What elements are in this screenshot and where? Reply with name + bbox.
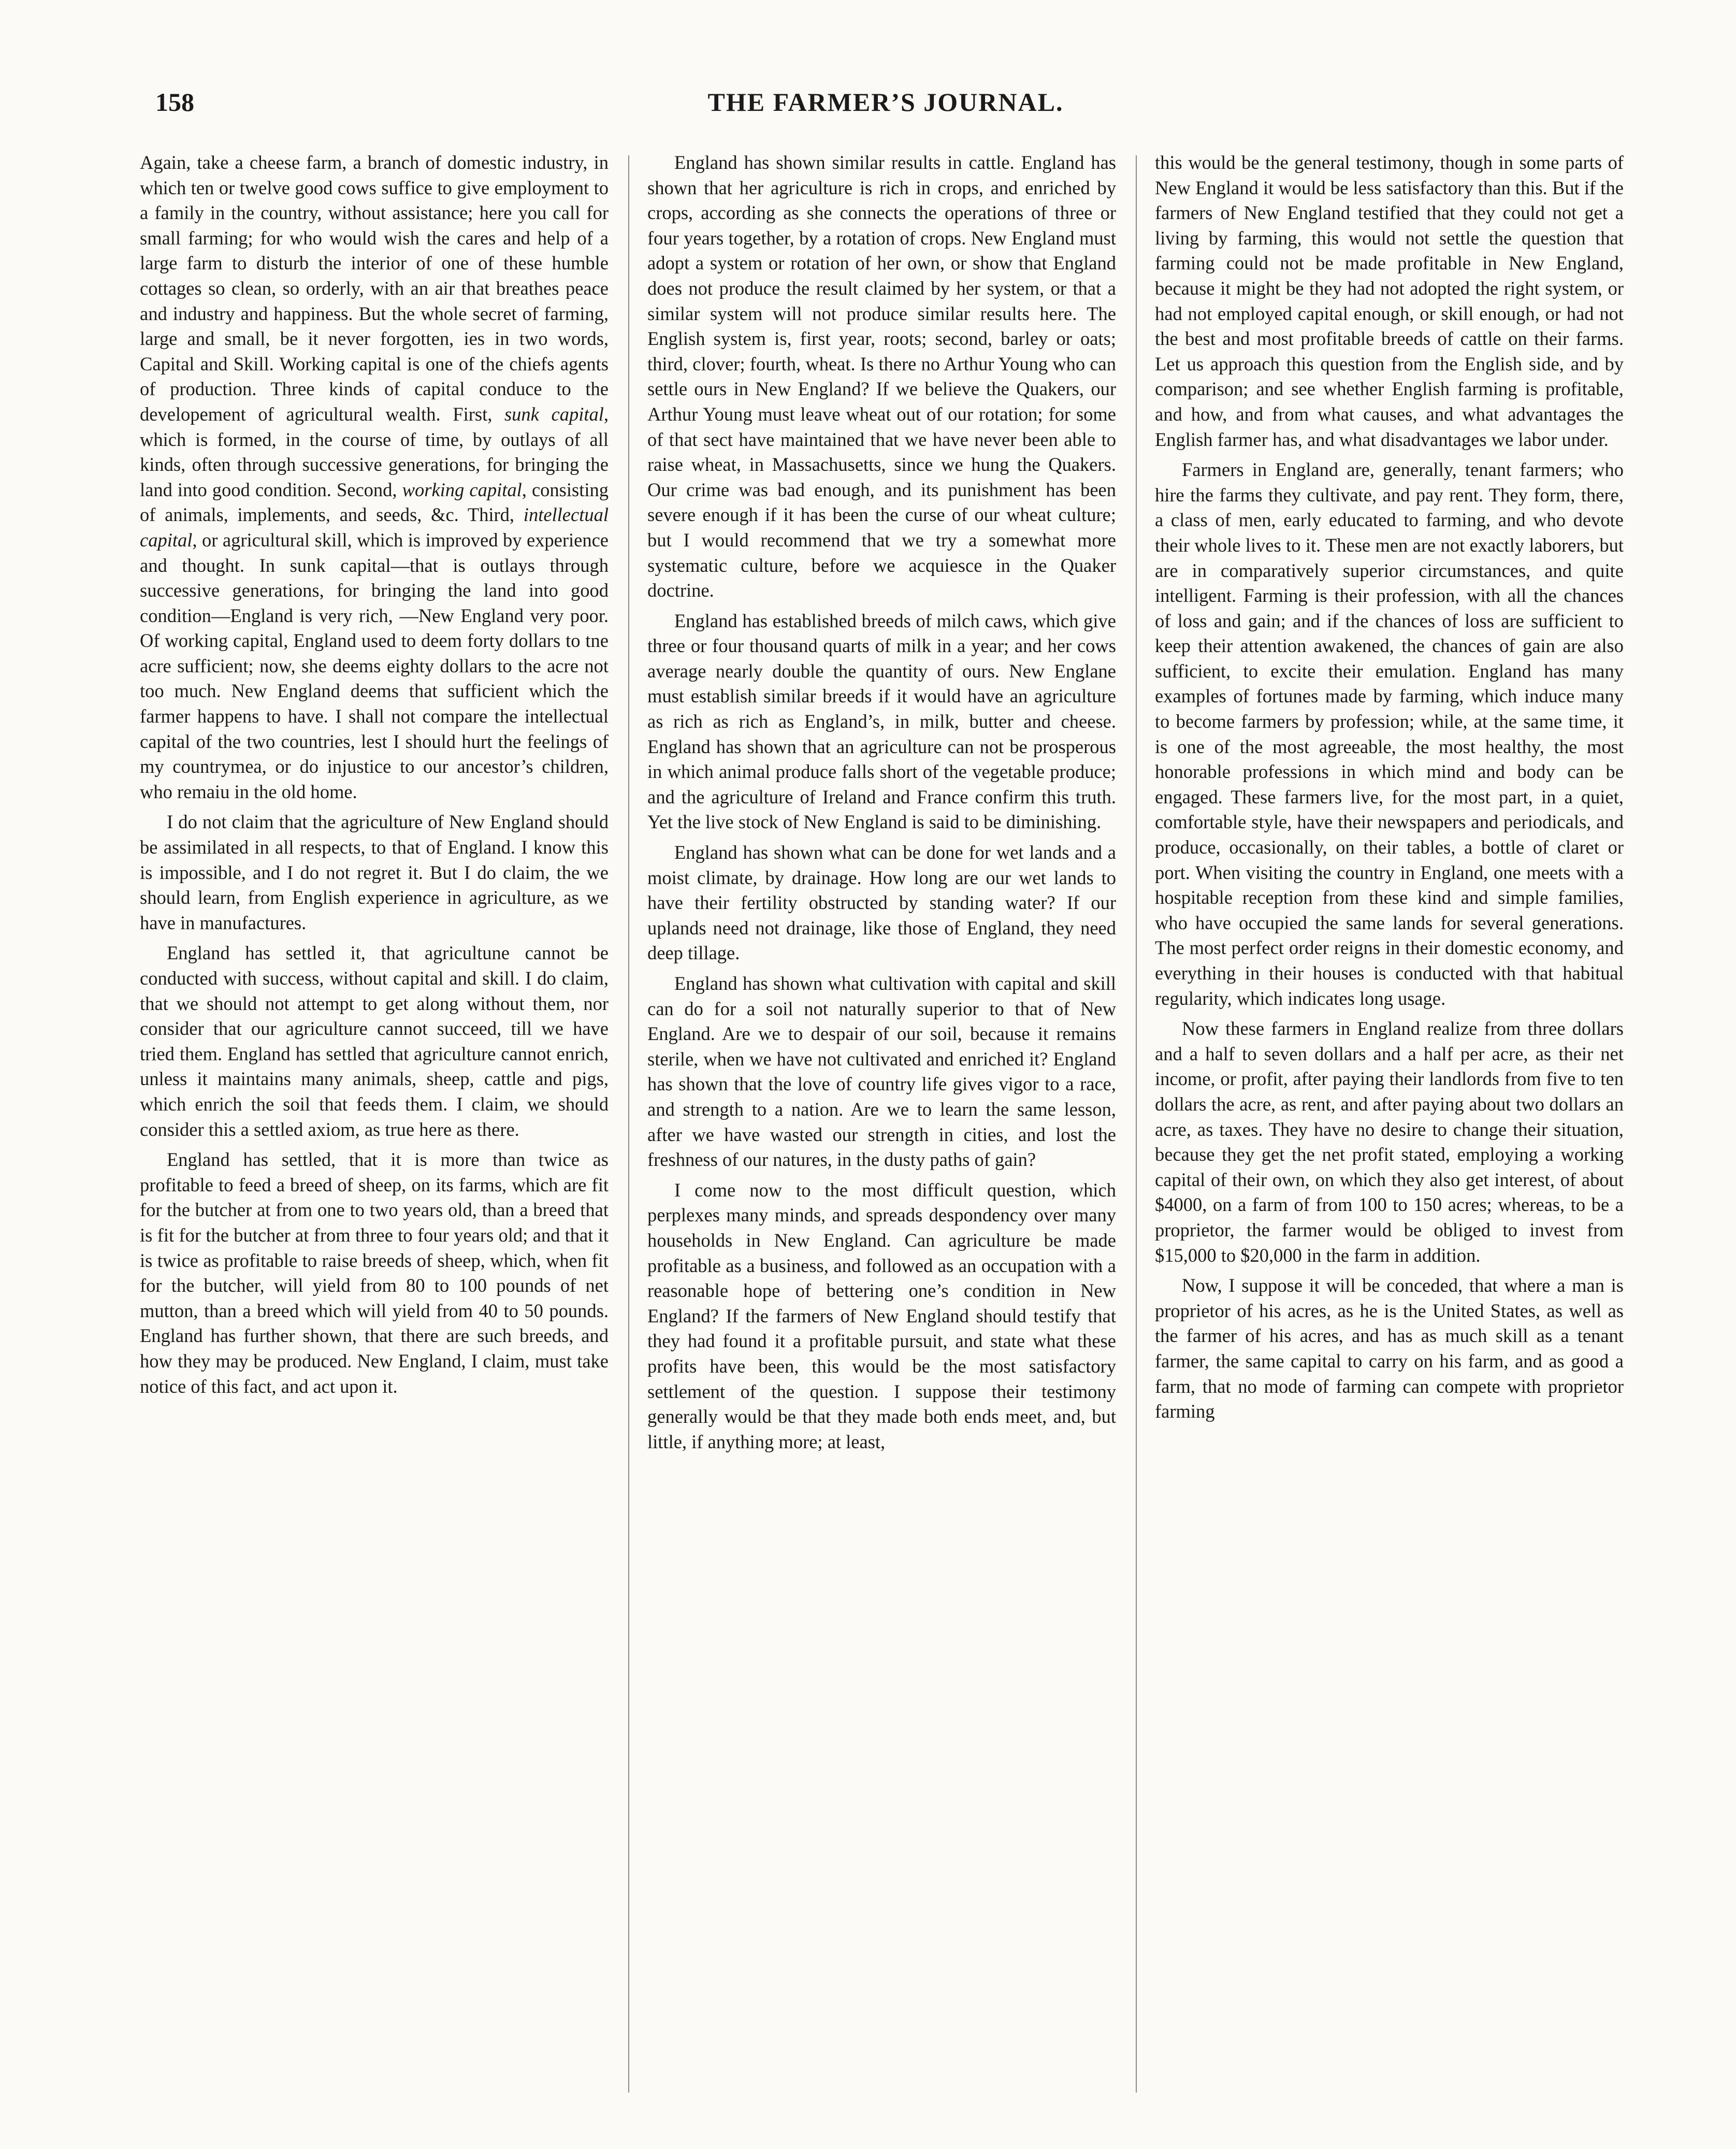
paragraph	[647, 150, 1116, 603]
text-run: England has settled it, that agricultune cannot be conducted with success, without capital and skill. I do claim, that we should not attempt to get along without them, nor consider that our agriculture cannot succeed, till we have tried them. England has settled that agriculture cannot enrich, unless it maintains many animals, sheep, cattle and pigs, which enrich the soil that feeds them. I claim, we should consider this a settled axiom, as true here as there.	[140, 942, 609, 1140]
text-run: , or agricultural skill, which is improved by experience and thought. In sunk capital—that is outlays through successive generations, for bringing the land into good condition—England is very rich, —New England very poor. Of working capital, England used to deem forty dollars to tne acre sufficient; now, she deems eighty dollars to the acre not too much. New England deems that sufficient which the farmer happens to have. I shall not compare the intellectual capital of the two countries, lest I should hurt the feelings of my countrymea, or do injustice to our ancestor’s children, who remaiu in the old home.	[140, 529, 609, 802]
paragraph	[1155, 1273, 1624, 1424]
text-run: Now, I suppose it will be conceded, that where a man is proprietor of his acres, as he is the United States, as well as the farmer of his acres, and has as much skill as a tenant farmer, the same capital to carry on his farm, and as good a farm, that no mode of farming can compete with proprietor farming	[1155, 1275, 1624, 1422]
italic-phrase: working capital	[402, 479, 522, 500]
paragraph	[647, 1178, 1116, 1455]
paragraph	[140, 810, 609, 935]
text-run: Farmers in England are, generally, tenant farmers; who hire the farms they cultivate, and pay rent. They form, there, a class of men, early educated to farming, and who devote their whole lives to it. These men are not exactly laborers, but are in comparatively superior circumstances, and quite intelligent. Farming is their profession, with all the chances of loss and gain; and if the chances of loss are sufficient to keep their attention awakened, the chances of gain are also sufficient, to excite their emulation. England has many examples of fortunes made by farming, which induce many to become farmers by profession; while, at the same time, it is one of the most agreeable, the most healthy, the most honorable professions in which mind and body can be engaged. These farmers live, for the most part, in a quiet, comfortable style, have their newspapers and periodicals, and produce, occasionally, on their tables, a bottle of claret or port. When visiting the country in England, one meets with a hospitable reception from these kind and simple families, who have occupied the same lands for several generations. The most perfect order reigns in their domestic economy, and everything in their houses is conducted with that habitual regularity, which indicates long usage.	[1155, 459, 1624, 1009]
text-run: , which is formed, in the course of time, by outlays of all kinds, often through successive generations, for bringing the land into good condition. Second,	[140, 403, 609, 500]
text-run: this would be the general testimony, though in some parts of New England it would be less satisfactory than this. But if the farmers of New England testified that they could not get a living by farming, this would not settle the question that farming could not be made profitable in New England, because it might be they had not adopted the right system, or had not employed capital enough, or skill enough, or had not the best and most profitable breeds of cattle on their farms. Let us approach this question from the English side, and by comparison; and see whether English farming is profitable, and how, and from what causes, and what advantages the English farmer has, and what disadvantages we labor under.	[1155, 152, 1624, 450]
column-rule-1	[628, 155, 629, 2093]
italic-phrase: sunk capital	[504, 403, 604, 425]
paragraph	[1155, 1016, 1624, 1268]
paragraph	[1155, 150, 1624, 452]
paragraph	[647, 840, 1116, 966]
paragraph	[140, 1147, 609, 1399]
paragraph	[1155, 457, 1624, 1011]
column-rule-2	[1136, 155, 1137, 2093]
text-run: England has shown what cultivation with capital and skill can do for a soil not naturally superior to that of New England. Are we to despair of our soil, because it remains sterile, when we have not cultivated and enriched it? England has shown that the love of country life gives vigor to a race, and strength to a nation. Are we to learn the same lesson, after we have wasted our strength in cities, and lost the freshness of our natures, in the dusty paths of gain?	[647, 973, 1116, 1171]
text-run: England has settled, that it is more than twice as profitable to feed a breed of sheep, on its farms, which are fit for the butcher at from one to two years old, than a breed that is fit for the butcher at from three to four years old; and that it is twice as profitable to raise breeds of sheep, which, when fit for the butcher, will yield from 80 to 100 pounds of net mutton, than a breed which will yield from 40 to 50 pounds. England has further shown, that there are such breeds, and how they may be produced. New England, I claim, must take notice of this fact, and act upon it.	[140, 1149, 609, 1397]
text-columns	[140, 150, 1626, 2108]
column-3	[1155, 150, 1624, 2108]
paragraph	[647, 609, 1116, 835]
page-header	[155, 87, 1616, 128]
text-run: England has shown similar results in cattle. England has shown that her agriculture is rich in crops, and enriched by crops, according as she connects the operations of three or four years together, by a rotation of crops. New England must adopt a system or rotation of her own, or show that England does not produce the result claimed by her system, or that a similar system will not produce similar results here. The English system is, first year, roots; second, barley or oats; third, clover; fourth, wheat. Is there no Arthur Young who can settle ours in New England? If we believe the Quakers, our Arthur Young must leave wheat out of our rotation; for some of that sect have maintained that we have never been able to raise wheat, in Massachusetts, since we hung the Quakers. Our crime was bad enough, and its punishment has been severe enough if it has been the curse of our wheat culture; but I would recommend that we try a somewhat more systematic culture, before we acquiesce in the Quaker doctrine.	[647, 152, 1116, 601]
text-run: England has shown what can be done for wet lands and a moist climate, by drainage. How long are our wet lands to have their fertility obstructed by standing water? If our uplands need not drainage, like those of England, they need deep tillage.	[647, 842, 1116, 964]
column-2	[647, 150, 1116, 2108]
text-run: I do not claim that the agriculture of New England should be assimilated in all respects, to that of England. I know this is impossible, and I do not regret it. But I do claim, the we should learn, from English experience in agriculture, as we have in manufactures.	[140, 811, 609, 933]
text-run: England has established breeds of milch caws, which give three or four thousand quarts of milk in a year; and her cows average nearly double the quantity of ours. New Englane must establish similar breeds if it would have an agriculture as rich as rich as England’s, in milk, butter and cheese. England has shown that an agriculture can not be prosperous in which animal produce falls short of the vegetable produce; and the agriculture of Ireland and France confirm this truth. Yet the live stock of New England is said to be diminishing.	[647, 610, 1116, 833]
paragraph	[647, 971, 1116, 1173]
text-run: Now these farmers in England realize from three dollars and a half to seven dollars and a half per acre, as their net income, or profit, after paying their landlords from five to ten dollars the acre, as rent, and after paying about two dollars an acre, as taxes. They have no desire to change their situation, because they get the net profit stated, employing a working capital of their own, on which they also get interest, of about $4000, on a farm of from 100 to 150 acres; whereas, to be a proprietor, the farmer would be obliged to invest from $15,000 to $20,000 in the farm in addition.	[1155, 1018, 1624, 1266]
page-number: 158	[155, 88, 194, 117]
running-title: THE FARMER’S JOURNAL.	[707, 88, 1064, 117]
text-run: Again, take a cheese farm, a branch of domestic industry, in which ten or twelve good cows suffice to give employment to a family in the country, without assistance; here you call for small farming; for who would wish the cares and help of a large farm to disturb the interior of one of these humble cottages so clean, so orderly, with an air that breathes peace and industry and happiness. But the whole secret of farming, large and small, be it never forgotten, ies in two words, Capital and Skill. Working capital is one of the chiefs agents of production. Three kinds of capital conduce to the developement of agricultural wealth. First,	[140, 152, 609, 425]
italic-phrase: intellectual capital	[140, 504, 609, 551]
paragraph	[140, 150, 609, 804]
text-run: , consisting of animals, implements, and seeds, &c. Third,	[140, 479, 609, 526]
paragraph	[140, 941, 609, 1142]
column-1	[140, 150, 609, 2108]
text-run: I come now to the most difficult question, which perplexes many minds, and spreads despondency over many households in New England. Can agriculture be made profitable as a business, and followed as an occupation with a reasonable hope of bettering one’s condition in New England? If the farmers of New England should testify that they had found it a profitable pursuit, and state what these profits have been, this would be the most satisfactory settlement of the question. I suppose their testimony generally would be that they made both ends meet, and, but little, if anything more; at least,	[647, 1179, 1116, 1452]
